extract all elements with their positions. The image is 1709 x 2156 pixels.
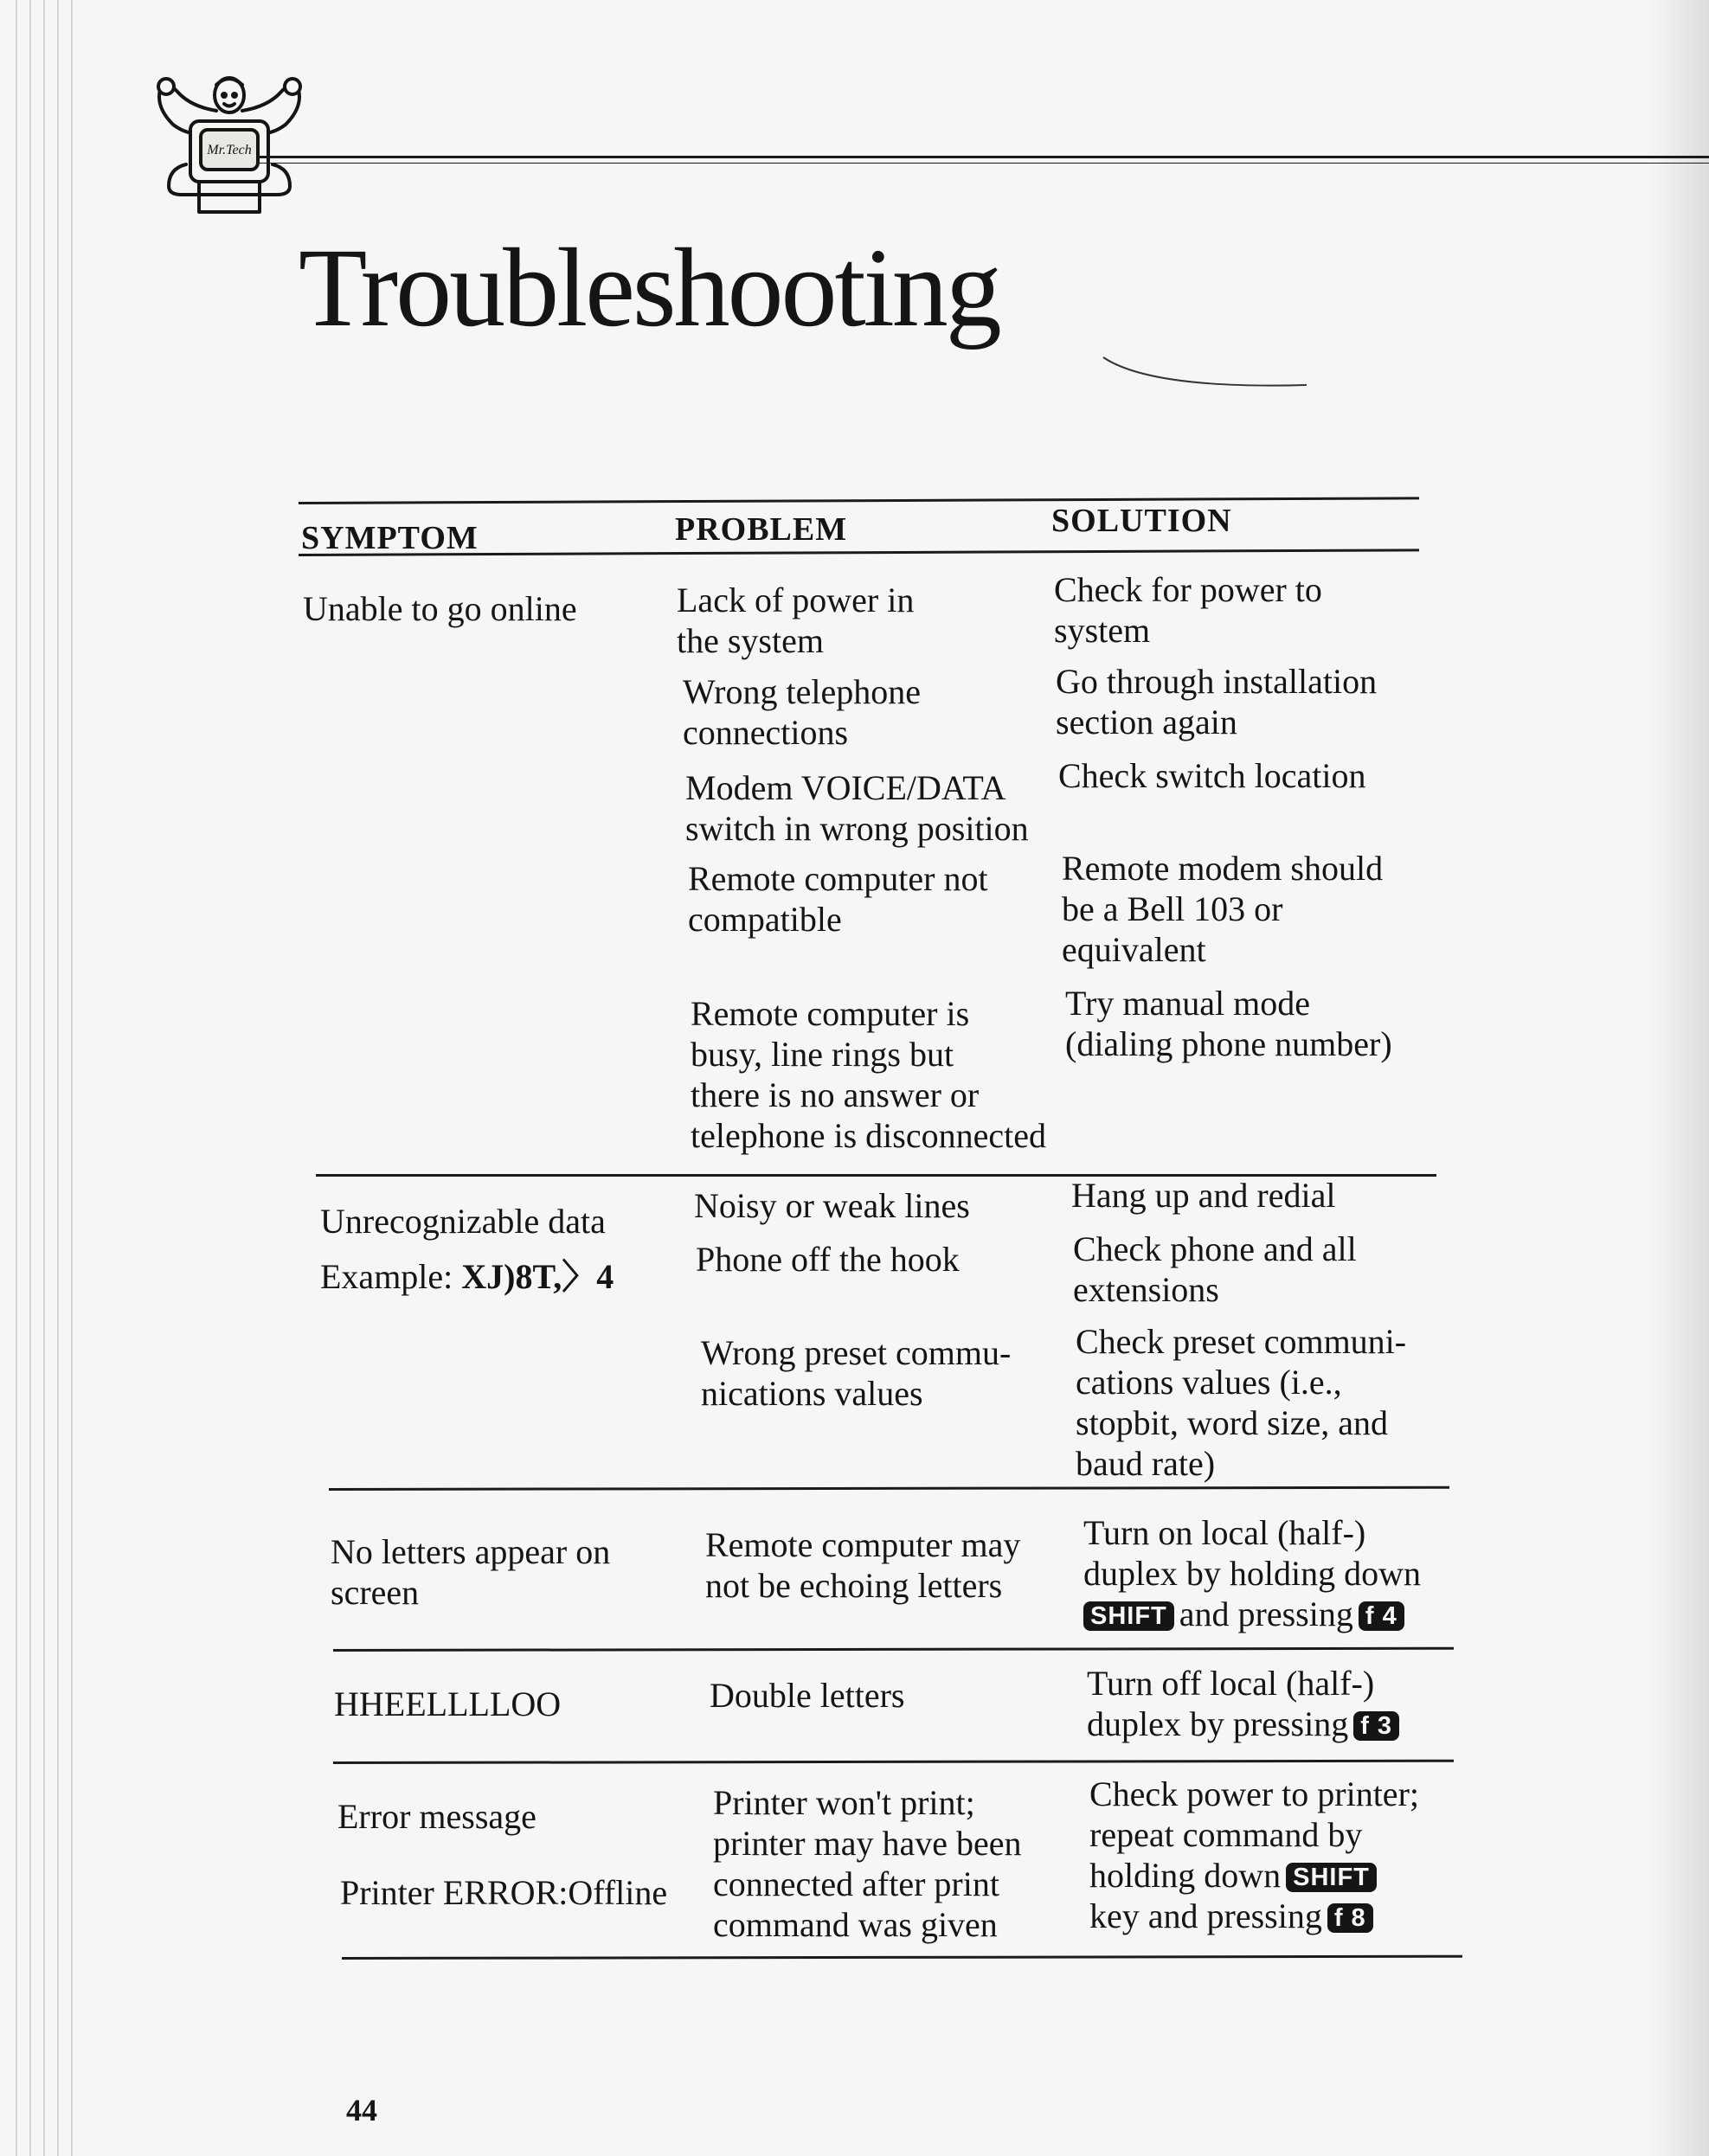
solution-line: Remote modem should [1062, 849, 1384, 888]
solution-line: Check preset communi- [1076, 1322, 1407, 1361]
solution-key-line [1087, 1704, 1399, 1744]
solution-text: holding down [1089, 1856, 1282, 1895]
problem-cell [701, 1332, 1011, 1414]
problem-line: connected after print [713, 1864, 999, 1903]
problem-line: telephone is disconnected [691, 1116, 1046, 1155]
header-symptom: SYMPTOM [301, 520, 479, 556]
solution-cell [1073, 1229, 1357, 1310]
solution-cell [1076, 1321, 1406, 1484]
symptom-line: No letters appear on [331, 1532, 611, 1571]
solution-key-line [1089, 1896, 1419, 1936]
problem-line: connections [683, 713, 849, 752]
problem-cell [685, 767, 1029, 849]
symptom-cell [337, 1796, 536, 1837]
solution-line: Try manual mode [1065, 984, 1310, 1023]
solution-key-line [1089, 1855, 1419, 1896]
page-edge [29, 0, 31, 2156]
solution-line: Turn off local (half-) [1087, 1664, 1375, 1703]
problem-cell [705, 1524, 1020, 1606]
symptom-example-label: Example: [320, 1257, 453, 1296]
page-number: 44 [346, 2093, 377, 2127]
solution-line: cations values (i.e., [1076, 1363, 1342, 1402]
solution-cell [1071, 1175, 1335, 1216]
header-rule [260, 156, 1709, 164]
table-bottom-rule [342, 1955, 1462, 1960]
symptom-cell [303, 588, 577, 629]
solution-line: be a Bell 103 or [1062, 889, 1283, 928]
page-edge [16, 0, 17, 2156]
decorative-swoosh-icon [1099, 350, 1315, 402]
solution-text: duplex by pressing [1087, 1704, 1349, 1743]
problem-cell [688, 858, 988, 940]
problem-line: Wrong preset commu- [701, 1333, 1012, 1372]
f3-key-icon: f 3 [1353, 1711, 1399, 1741]
symptom-line: HHEELLLLOO [334, 1684, 562, 1723]
problem-cell [696, 1239, 960, 1280]
solution-line: baud rate) [1076, 1444, 1216, 1483]
solution-line: system [1054, 611, 1151, 650]
solution-text: and pressing [1179, 1595, 1353, 1633]
problem-line: compatible [688, 900, 842, 939]
page-edge [43, 0, 45, 2156]
problem-cell [683, 671, 921, 753]
page-edge [57, 0, 59, 2156]
symptom-example [320, 1249, 614, 1305]
solution-key-line [1083, 1594, 1421, 1634]
table-top-rule [299, 497, 1419, 504]
symptom-line: Unable to go online [303, 589, 577, 628]
solution-cell [1089, 1774, 1419, 1936]
page-title: Troubleshooting [299, 226, 999, 350]
problem-line: Lack of power in [677, 581, 915, 619]
solution-line: Go through installation [1056, 662, 1378, 701]
solution-cell [1087, 1663, 1399, 1744]
solution-cell [1062, 848, 1383, 970]
f8-key-icon: f 8 [1327, 1903, 1373, 1933]
muscle-man-computer-mascot-icon [147, 61, 312, 225]
row-divider [333, 1760, 1454, 1764]
solution-cell [1058, 755, 1365, 796]
solution-line: duplex by holding down [1083, 1554, 1421, 1593]
symptom-cell [320, 1194, 614, 1305]
solution-cell [1054, 569, 1322, 651]
solution-line: stopbit, word size, and [1076, 1403, 1389, 1442]
solution-cell [1065, 983, 1392, 1064]
symptom-line: Unrecognizable data [320, 1202, 606, 1241]
solution-line: Turn on local (half-) [1083, 1513, 1366, 1552]
solution-text: key and pressing [1089, 1896, 1322, 1935]
symptom-cell [331, 1531, 610, 1613]
solution-line: Check power to printer; [1089, 1774, 1419, 1813]
symptom-line: Error message [337, 1797, 536, 1836]
solution-line: (dialing phone number) [1065, 1024, 1392, 1063]
f4-key-icon: f 4 [1359, 1601, 1404, 1631]
problem-line: busy, line rings but [691, 1035, 954, 1074]
svg-text:Mr.Tech: Mr.Tech [207, 143, 252, 157]
problem-line: Modem VOICE/DATA [685, 768, 1006, 807]
solution-cell [1083, 1512, 1421, 1634]
symptom-line: screen [331, 1573, 420, 1612]
problem-line: not be echoing letters [705, 1566, 1003, 1605]
problem-line: nications values [701, 1374, 923, 1413]
problem-line: Wrong telephone [683, 672, 921, 711]
solution-line: equivalent [1062, 930, 1206, 969]
symptom-cell [334, 1684, 561, 1724]
problem-line: Remote computer is [691, 994, 970, 1033]
problem-line: command was given [713, 1905, 998, 1944]
page-curl-shadow [1648, 0, 1709, 2156]
problem-line: the system [677, 621, 824, 660]
problem-line: there is no answer or [691, 1075, 980, 1114]
problem-line: Remote computer not [688, 859, 988, 898]
header-problem: PROBLEM [675, 511, 848, 548]
problem-line: Phone off the hook [696, 1240, 960, 1279]
problem-line: Remote computer may [705, 1525, 1021, 1564]
problem-cell [677, 580, 914, 661]
solution-cell [1056, 661, 1377, 742]
symptom-example-code: XJ)8T,〉4 [461, 1257, 614, 1296]
row-divider [329, 1486, 1449, 1491]
solution-line: extensions [1073, 1270, 1219, 1309]
header-solution: SOLUTION [1051, 503, 1232, 539]
symptom-extra: Printer ERROR:Offline [340, 1873, 668, 1912]
problem-line: printer may have been [713, 1824, 1022, 1863]
solution-line: Check for power to [1054, 570, 1322, 609]
problem-cell [694, 1185, 970, 1226]
problem-line: Printer won't print; [713, 1783, 975, 1822]
problem-cell [691, 993, 1046, 1156]
problem-cell [710, 1675, 905, 1716]
solution-line: Check switch location [1058, 756, 1366, 795]
problem-line: switch in wrong position [685, 809, 1029, 848]
solution-line: Hang up and redial [1071, 1176, 1336, 1215]
problem-cell [713, 1782, 1022, 1945]
row-divider [333, 1647, 1454, 1652]
symptom-cell [340, 1872, 667, 1913]
problem-line: Noisy or weak lines [694, 1186, 970, 1225]
solution-line: section again [1056, 703, 1237, 741]
shift-key-icon: SHIFT [1083, 1601, 1174, 1631]
problem-line: Double letters [710, 1676, 905, 1715]
shift-key-icon: SHIFT [1286, 1863, 1377, 1892]
solution-line: Check phone and all [1073, 1229, 1357, 1268]
solution-line: repeat command by [1089, 1815, 1363, 1854]
page-edge [71, 0, 73, 2156]
